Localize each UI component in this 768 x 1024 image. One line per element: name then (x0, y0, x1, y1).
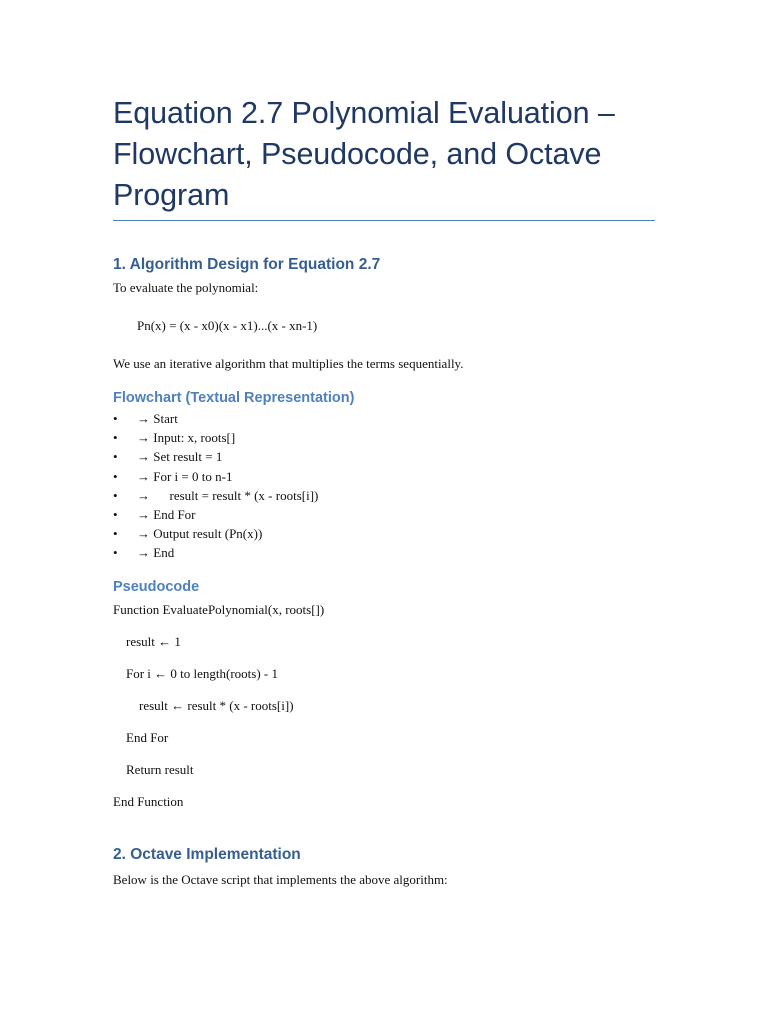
section-2-heading: 2. Octave Implementation (113, 846, 301, 863)
bullet-icon: • (113, 506, 118, 522)
pseudocode-line: End For (113, 730, 169, 745)
pseudocode-line: Function EvaluatePolynomial(x, roots[]) (113, 602, 325, 617)
pseudocode-line: result ← result * (x - roots[i]) (113, 698, 294, 713)
document-title: Equation 2.7 Polynomial Evaluation – Flowchart, Pseudocode, and Octave Program (113, 96, 615, 212)
bullet-icon: • (113, 411, 118, 426)
bullet-icon: • (113, 468, 118, 484)
pseudocode-line: result ← 1 (113, 634, 181, 649)
bullet-icon: • (113, 449, 118, 465)
pseudocode-line: For i ← 0 to length(roots) - 1 (113, 666, 279, 681)
polynomial-formula: Pn(x) = (x - x0)(x - x1)...(x - xn-1) (137, 318, 318, 333)
bullet-icon: • (113, 545, 118, 561)
pseudocode-heading: Pseudocode (113, 579, 200, 595)
section-1-heading: 1. Algorithm Design for Equation 2.7 (113, 256, 381, 273)
section-1-intro: To evaluate the polynomial: (113, 280, 259, 295)
bullet-icon: • (113, 526, 118, 542)
pseudocode-line: End Function (113, 794, 184, 809)
title-underline-rule (113, 220, 655, 221)
pseudocode-line: Return result (113, 762, 194, 777)
section-1-method: We use an iterative algorithm that multiplies the terms sequentially. (113, 356, 464, 371)
flowchart-heading: Flowchart (Textual Representation) (113, 390, 355, 406)
bullet-icon: • (113, 487, 118, 503)
section-2-intro: Below is the Octave script that implements the above algorithm: (113, 872, 448, 887)
bullet-icon: • (113, 430, 118, 446)
